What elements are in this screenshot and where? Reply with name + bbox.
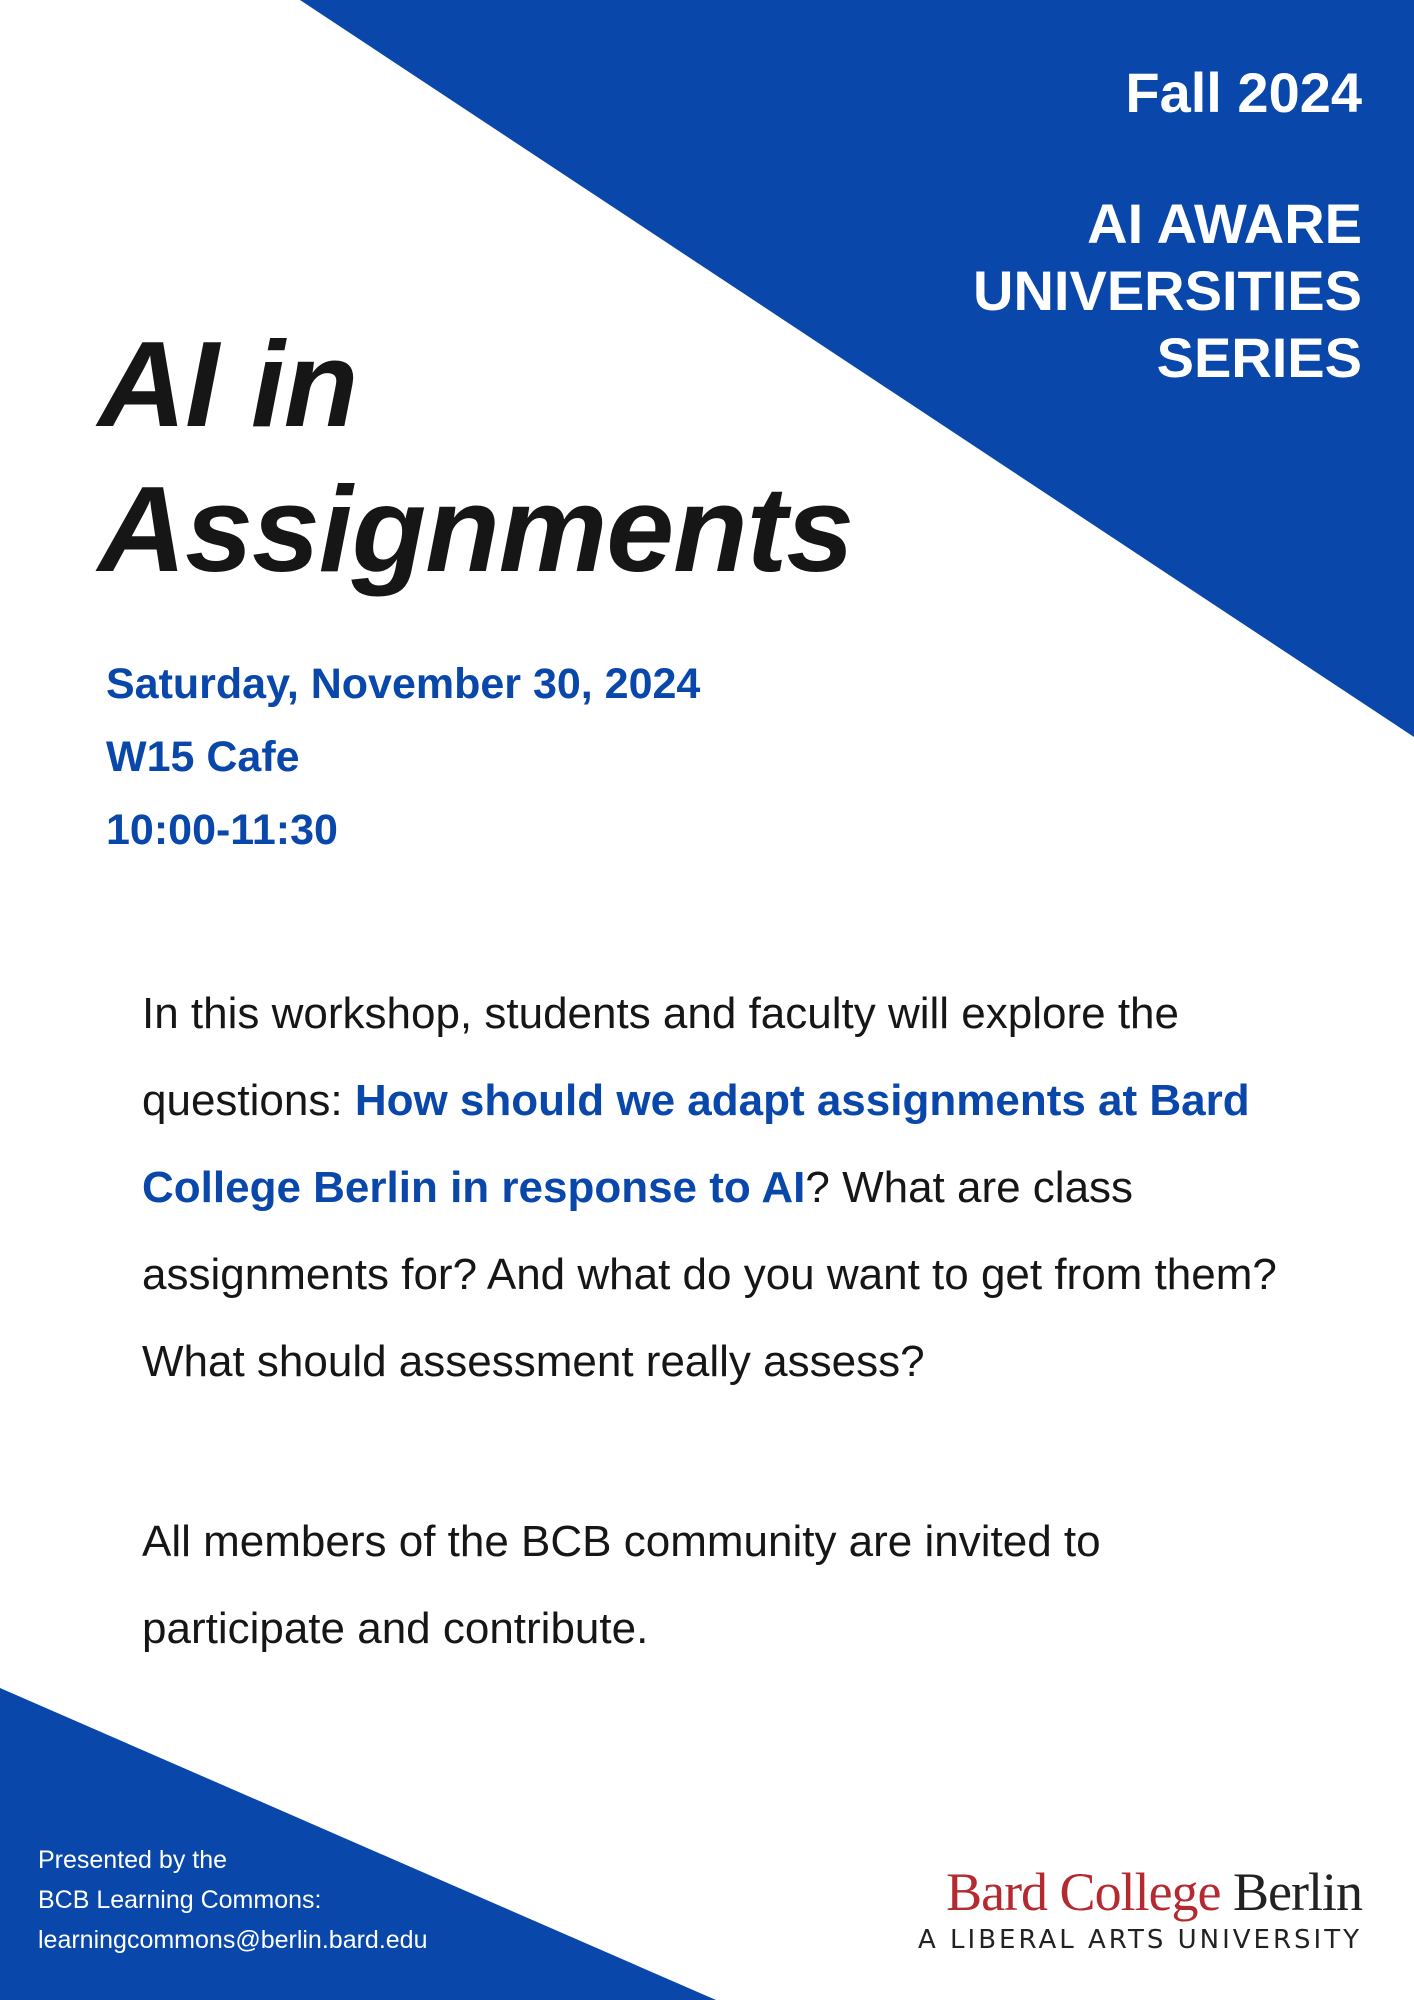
description-end: ? What are class assignments for? And what do you want to get from them? What should assessment really assess? — [142, 1163, 1277, 1386]
logo-name-rest: Berlin — [1220, 1862, 1362, 1922]
description-highlight: How should we adapt assignments at Bard College Berlin in response to AI — [142, 1076, 1250, 1212]
event-time: 10:00-11:30 — [106, 806, 338, 854]
presenter-line-1: Presented by the — [38, 1846, 228, 1874]
workshop-description — [142, 970, 1282, 1405]
event-details — [106, 648, 700, 867]
series-header — [902, 58, 1362, 391]
series-title: AI AWARE UNIVERSITIES SERIES — [973, 192, 1362, 389]
presenter-line-2: BCB Learning Commons: — [38, 1886, 322, 1914]
event-date: Saturday, November 30, 2024 — [106, 660, 701, 708]
presenter-info — [38, 1840, 427, 1960]
bard-college-berlin-logo — [918, 1862, 1362, 1958]
logo-tagline: A LIBERAL ARTS UNIVERSITY — [918, 1925, 1362, 1955]
event-location: W15 Cafe — [106, 733, 300, 781]
event-title: AI in Assignments — [98, 316, 854, 597]
invitation-text: All members of the BCB community are invited to participate and contribute. — [142, 1517, 1101, 1653]
logo-wordmark — [918, 1862, 1362, 1922]
description-start: In this workshop, students and faculty will explore the questions: — [142, 989, 1179, 1125]
presenter-email: learningcommons@berlin.bard.edu — [38, 1926, 428, 1954]
season-label: Fall 2024 — [1125, 61, 1362, 124]
logo-name-accent: Bard College — [946, 1862, 1221, 1922]
